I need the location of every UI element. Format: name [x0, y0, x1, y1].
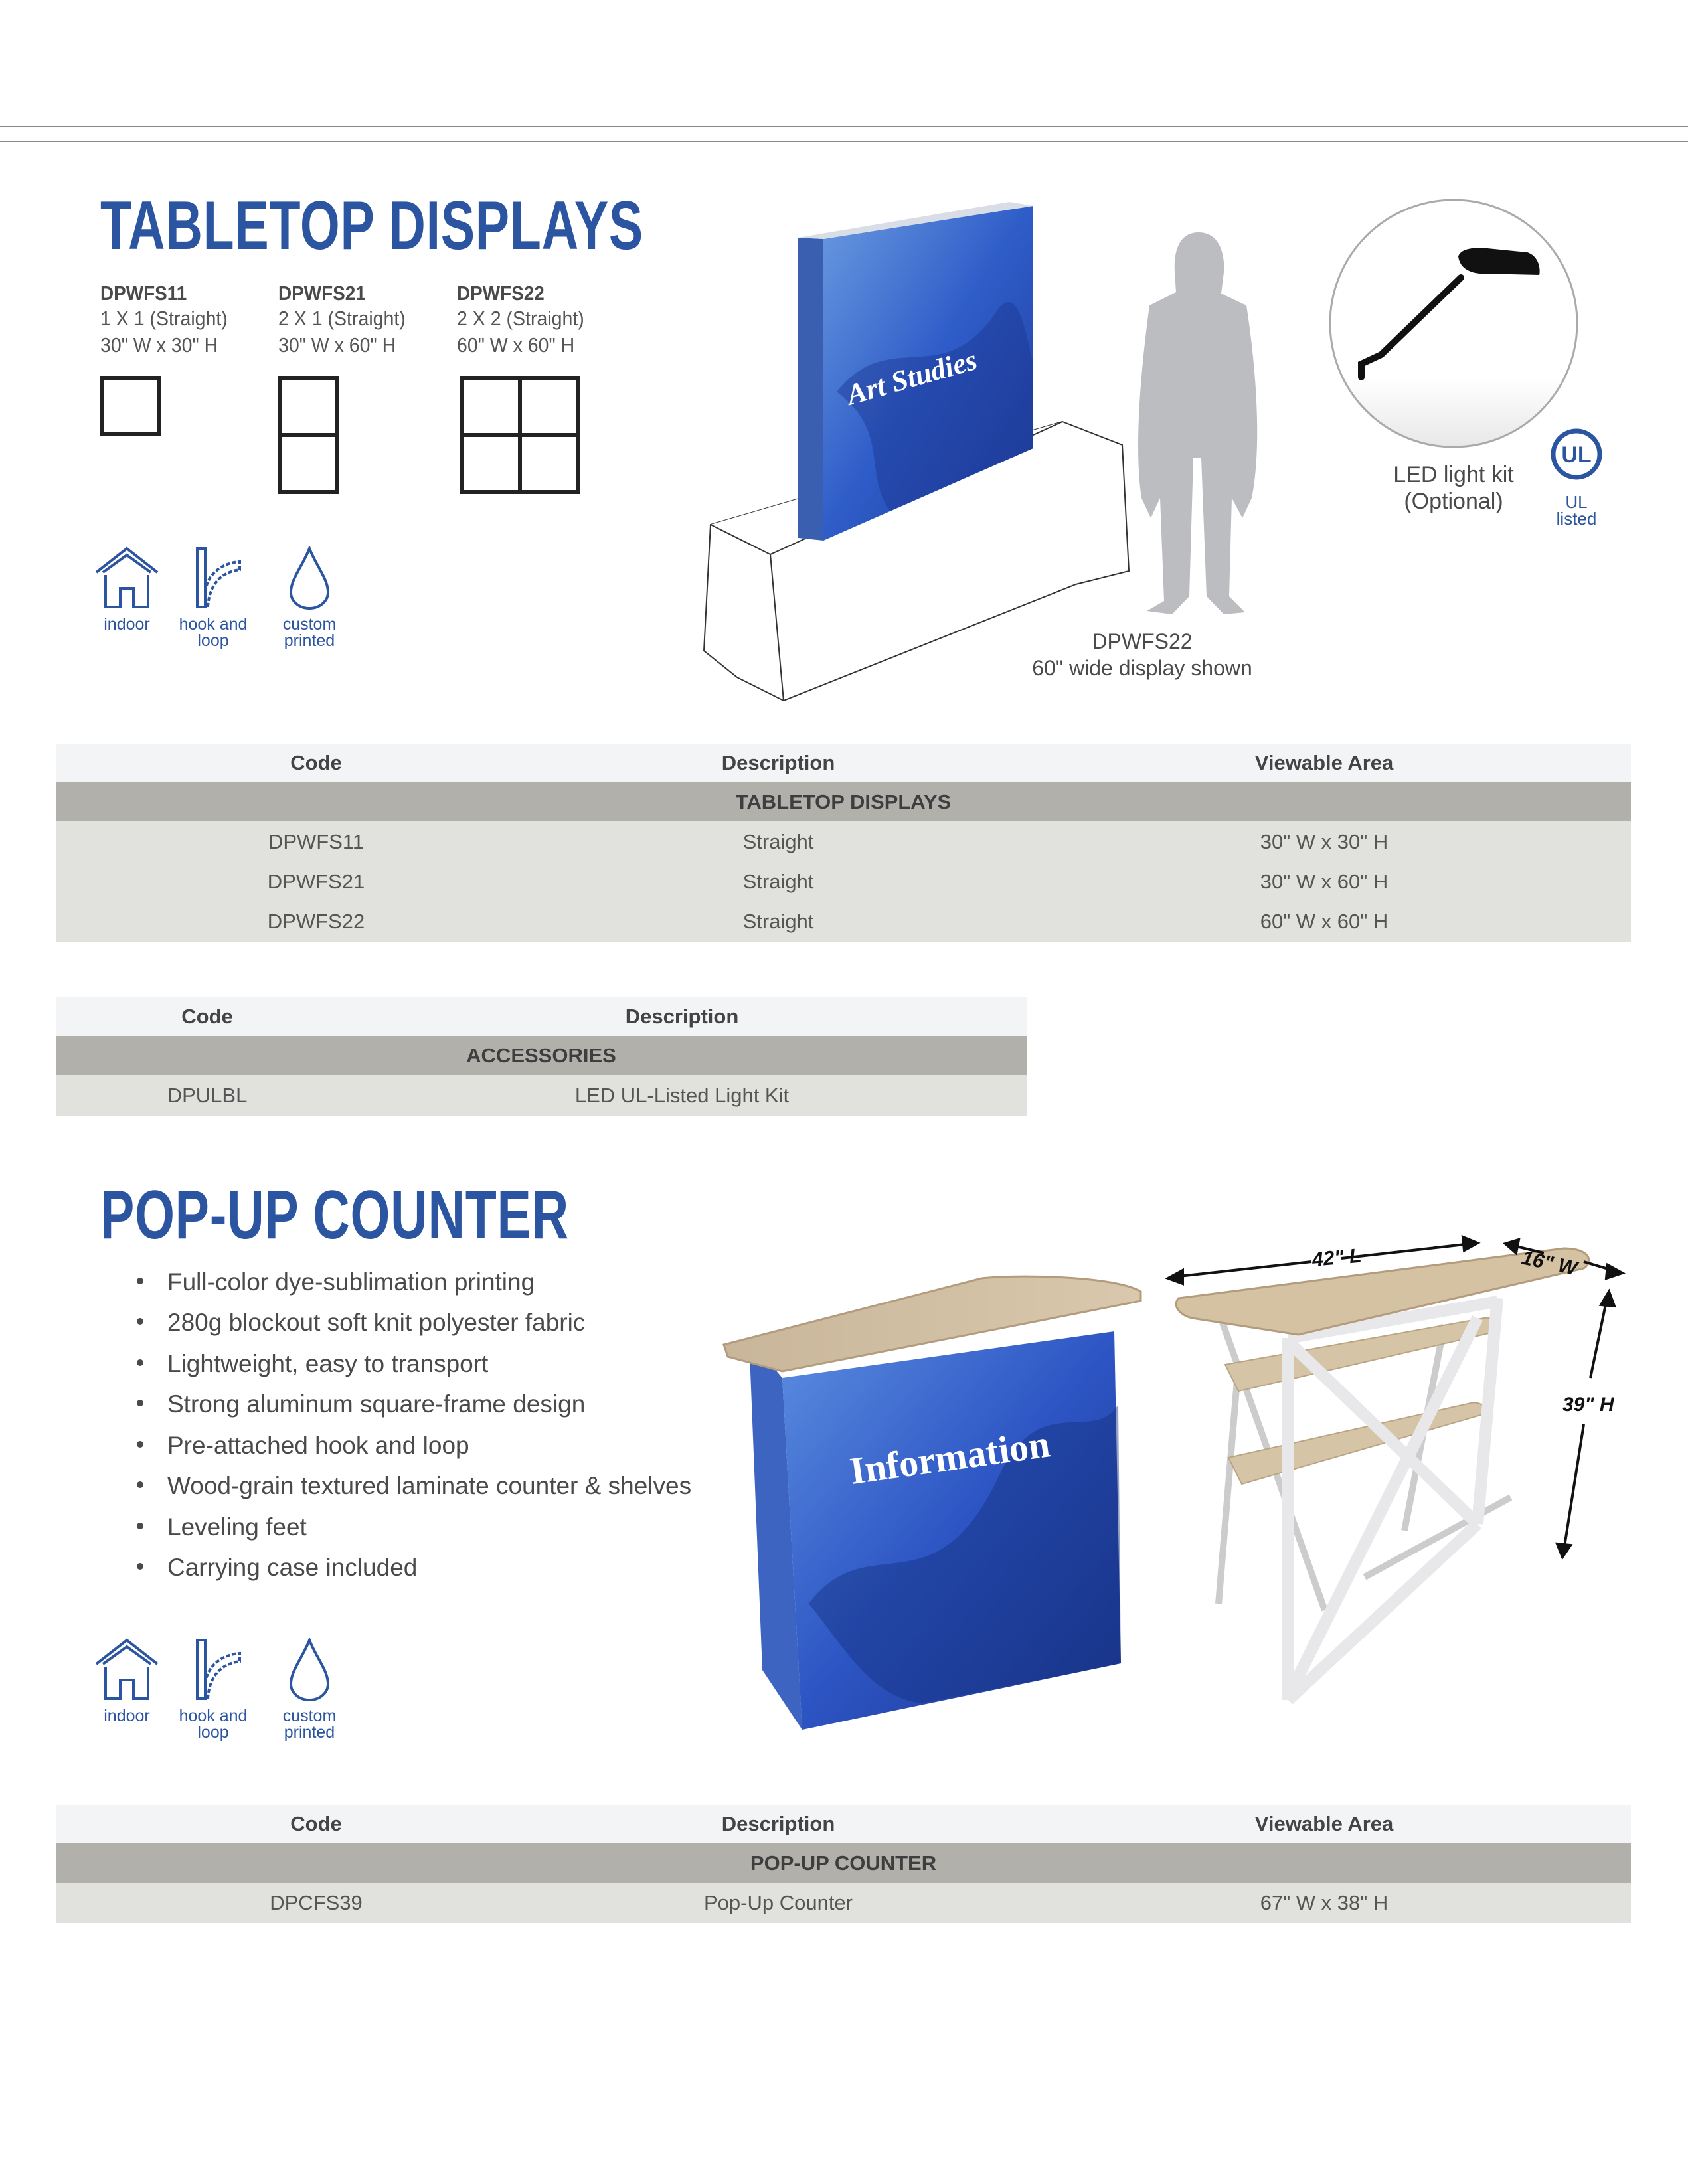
- cell-description: Straight: [742, 910, 814, 933]
- feature-bullet: [137, 1432, 469, 1460]
- cell-code: DPCFS39: [270, 1890, 363, 1914]
- feature-label: indoor: [104, 615, 150, 633]
- hook-and-loop-icon: [180, 1638, 246, 1701]
- table-section-header: [56, 782, 1631, 821]
- counter-graphic-text: Information: [847, 1422, 1053, 1493]
- house-icon: [94, 1638, 160, 1701]
- popup-counter-frame-image: [1165, 1232, 1630, 1736]
- hook-and-loop-icon: [180, 546, 246, 610]
- table-header: [56, 997, 1027, 1036]
- feature-label: custom printed: [282, 1707, 337, 1742]
- product-size: 30" W x 30" H: [100, 333, 218, 357]
- header-viewable-area: Viewable Area: [1254, 1812, 1394, 1835]
- bullet-text: Strong aluminum square-frame design: [167, 1390, 586, 1418]
- section-label: POP-UP COUNTER: [750, 1851, 937, 1875]
- display-graphic-text: Art Studies: [843, 343, 981, 412]
- header-description: Description: [721, 751, 835, 774]
- bullet-dot: [137, 1278, 143, 1284]
- table-row: [56, 1883, 1631, 1923]
- dimension-height: 39" H: [1562, 1394, 1614, 1416]
- house-icon: [94, 546, 160, 610]
- bullet-dot: [137, 1400, 143, 1406]
- cell-description: Pop-Up Counter: [703, 1890, 853, 1914]
- tabletop-spec-table: [56, 744, 1631, 942]
- cell-viewable-area: 60" W x 60" H: [1260, 910, 1389, 933]
- feature-label: hook and loop: [179, 615, 248, 650]
- table-row: [56, 821, 1631, 862]
- feature-custom-printed: [266, 546, 353, 649]
- led-light-kit-caption: [1354, 462, 1553, 515]
- counter-spec-table: [56, 1805, 1631, 1923]
- display-caption: [1009, 628, 1275, 681]
- led-caption-line2: (Optional): [1404, 489, 1503, 514]
- header-code: Code: [290, 1812, 342, 1835]
- product-config: 2 X 2 (Straight): [457, 307, 584, 330]
- feature-indoor: [84, 1638, 170, 1724]
- cell-description: Straight: [742, 829, 814, 853]
- bullet-text: Leveling feet: [167, 1513, 307, 1541]
- bullet-dot: [137, 1481, 143, 1488]
- bullet-text: Full-color dye-sublimation printing: [167, 1268, 535, 1296]
- top-rule: [0, 126, 1688, 127]
- table-header: [56, 1805, 1631, 1843]
- product-config: 2 X 1 (Straight): [278, 307, 406, 330]
- table-row: [56, 862, 1631, 902]
- header-description: Description: [625, 1004, 739, 1028]
- droplet-icon: [276, 1638, 343, 1701]
- feature-bullet: [137, 1350, 488, 1378]
- dimension-width: 16" W: [1519, 1246, 1579, 1280]
- person-silhouette: [1132, 232, 1265, 614]
- cell-viewable-area: 67" W x 38" H: [1260, 1890, 1389, 1914]
- feature-label: indoor: [104, 1707, 150, 1725]
- bullet-text: Carrying case included: [167, 1554, 418, 1581]
- cell-code: DPULBL: [167, 1083, 248, 1107]
- display-caption-text: 60" wide display shown: [1032, 656, 1252, 680]
- product-code: DPWFS11: [100, 282, 187, 305]
- led-light-kit-image: [1328, 198, 1579, 449]
- cell-viewable-area: 30" W x 30" H: [1260, 829, 1389, 853]
- ul-logo-icon: [1550, 428, 1603, 481]
- header-code: Code: [181, 1004, 233, 1028]
- cell-code: DPWFS11: [268, 829, 365, 853]
- bullet-dot: [137, 1523, 143, 1529]
- table-row: [56, 1075, 1027, 1116]
- bullet-text: Wood-grain textured laminate counter & shelves: [167, 1472, 692, 1499]
- section-label: TABLETOP DISPLAYS: [735, 790, 952, 813]
- product-dpwfs11: [100, 282, 238, 359]
- layout-diagram-2x1: [278, 376, 339, 494]
- feature-bullet: [137, 1390, 585, 1418]
- header-description: Description: [721, 1812, 835, 1835]
- table-header: [56, 744, 1631, 782]
- popup-counter-image: [722, 1272, 1147, 1736]
- svg-text:UL: UL: [1561, 442, 1592, 467]
- bullet-text: Lightweight, easy to transport: [167, 1350, 489, 1377]
- product-size: 30" W x 60" H: [278, 333, 396, 357]
- cell-description: Straight: [742, 870, 814, 893]
- product-dpwfs21: [278, 282, 416, 359]
- table-section-header: [56, 1843, 1631, 1883]
- cell-viewable-area: 30" W x 60" H: [1260, 870, 1389, 893]
- dimension-length: 42" L: [1311, 1244, 1363, 1271]
- table-row: [56, 902, 1631, 942]
- feature-bullet: [137, 1268, 535, 1296]
- display-caption-code: DPWFS22: [1092, 630, 1193, 653]
- feature-bullet: [137, 1472, 691, 1500]
- feature-label: hook and loop: [179, 1707, 248, 1742]
- section-title-counter: POP-UP COUNTER: [100, 1177, 569, 1254]
- feature-hook-and-loop: [170, 1638, 256, 1741]
- feature-label: custom printed: [282, 615, 337, 650]
- feature-bullet: [137, 1554, 417, 1582]
- header-viewable-area: Viewable Area: [1254, 751, 1394, 774]
- feature-indoor: [84, 546, 170, 633]
- product-code: DPWFS21: [278, 282, 366, 305]
- display-side: [798, 238, 823, 541]
- product-config: 1 X 1 (Straight): [100, 307, 228, 330]
- section-title-tabletop: TABLETOP DISPLAYS: [100, 187, 644, 264]
- product-code: DPWFS22: [457, 282, 545, 305]
- product-size: 60" W x 60" H: [457, 333, 575, 357]
- section-label: ACCESSORIES: [466, 1043, 616, 1067]
- bullet-dot: [137, 1441, 143, 1448]
- ul-listed-label: [1537, 494, 1616, 527]
- accessories-spec-table: [56, 997, 1027, 1116]
- bullet-dot: [137, 1563, 143, 1570]
- bullet-text: Pre-attached hook and loop: [167, 1432, 469, 1459]
- cell-description: LED UL-Listed Light Kit: [574, 1083, 790, 1107]
- header-code: Code: [290, 751, 342, 774]
- feature-bullet: [137, 1513, 307, 1541]
- product-dpwfs22: [457, 282, 595, 359]
- cell-code: DPWFS22: [267, 910, 365, 933]
- top-rule-2: [0, 141, 1688, 142]
- layout-diagram-1x1: [100, 376, 161, 436]
- cell-code: DPWFS21: [267, 870, 365, 893]
- layout-diagram-2x2: [460, 376, 580, 494]
- bullet-text: 280g blockout soft knit polyester fabric: [167, 1309, 586, 1336]
- feature-hook-and-loop: [170, 546, 256, 649]
- ul-label-line1: UL: [1565, 492, 1588, 512]
- feature-custom-printed: [266, 1638, 353, 1741]
- led-caption-line1: LED light kit: [1393, 462, 1514, 487]
- droplet-icon: [276, 546, 343, 610]
- feature-bullet: [137, 1309, 585, 1337]
- ul-label-line2: listed: [1556, 509, 1597, 529]
- bullet-dot: [137, 1359, 143, 1366]
- bullet-dot: [137, 1318, 143, 1325]
- table-section-header: [56, 1036, 1027, 1075]
